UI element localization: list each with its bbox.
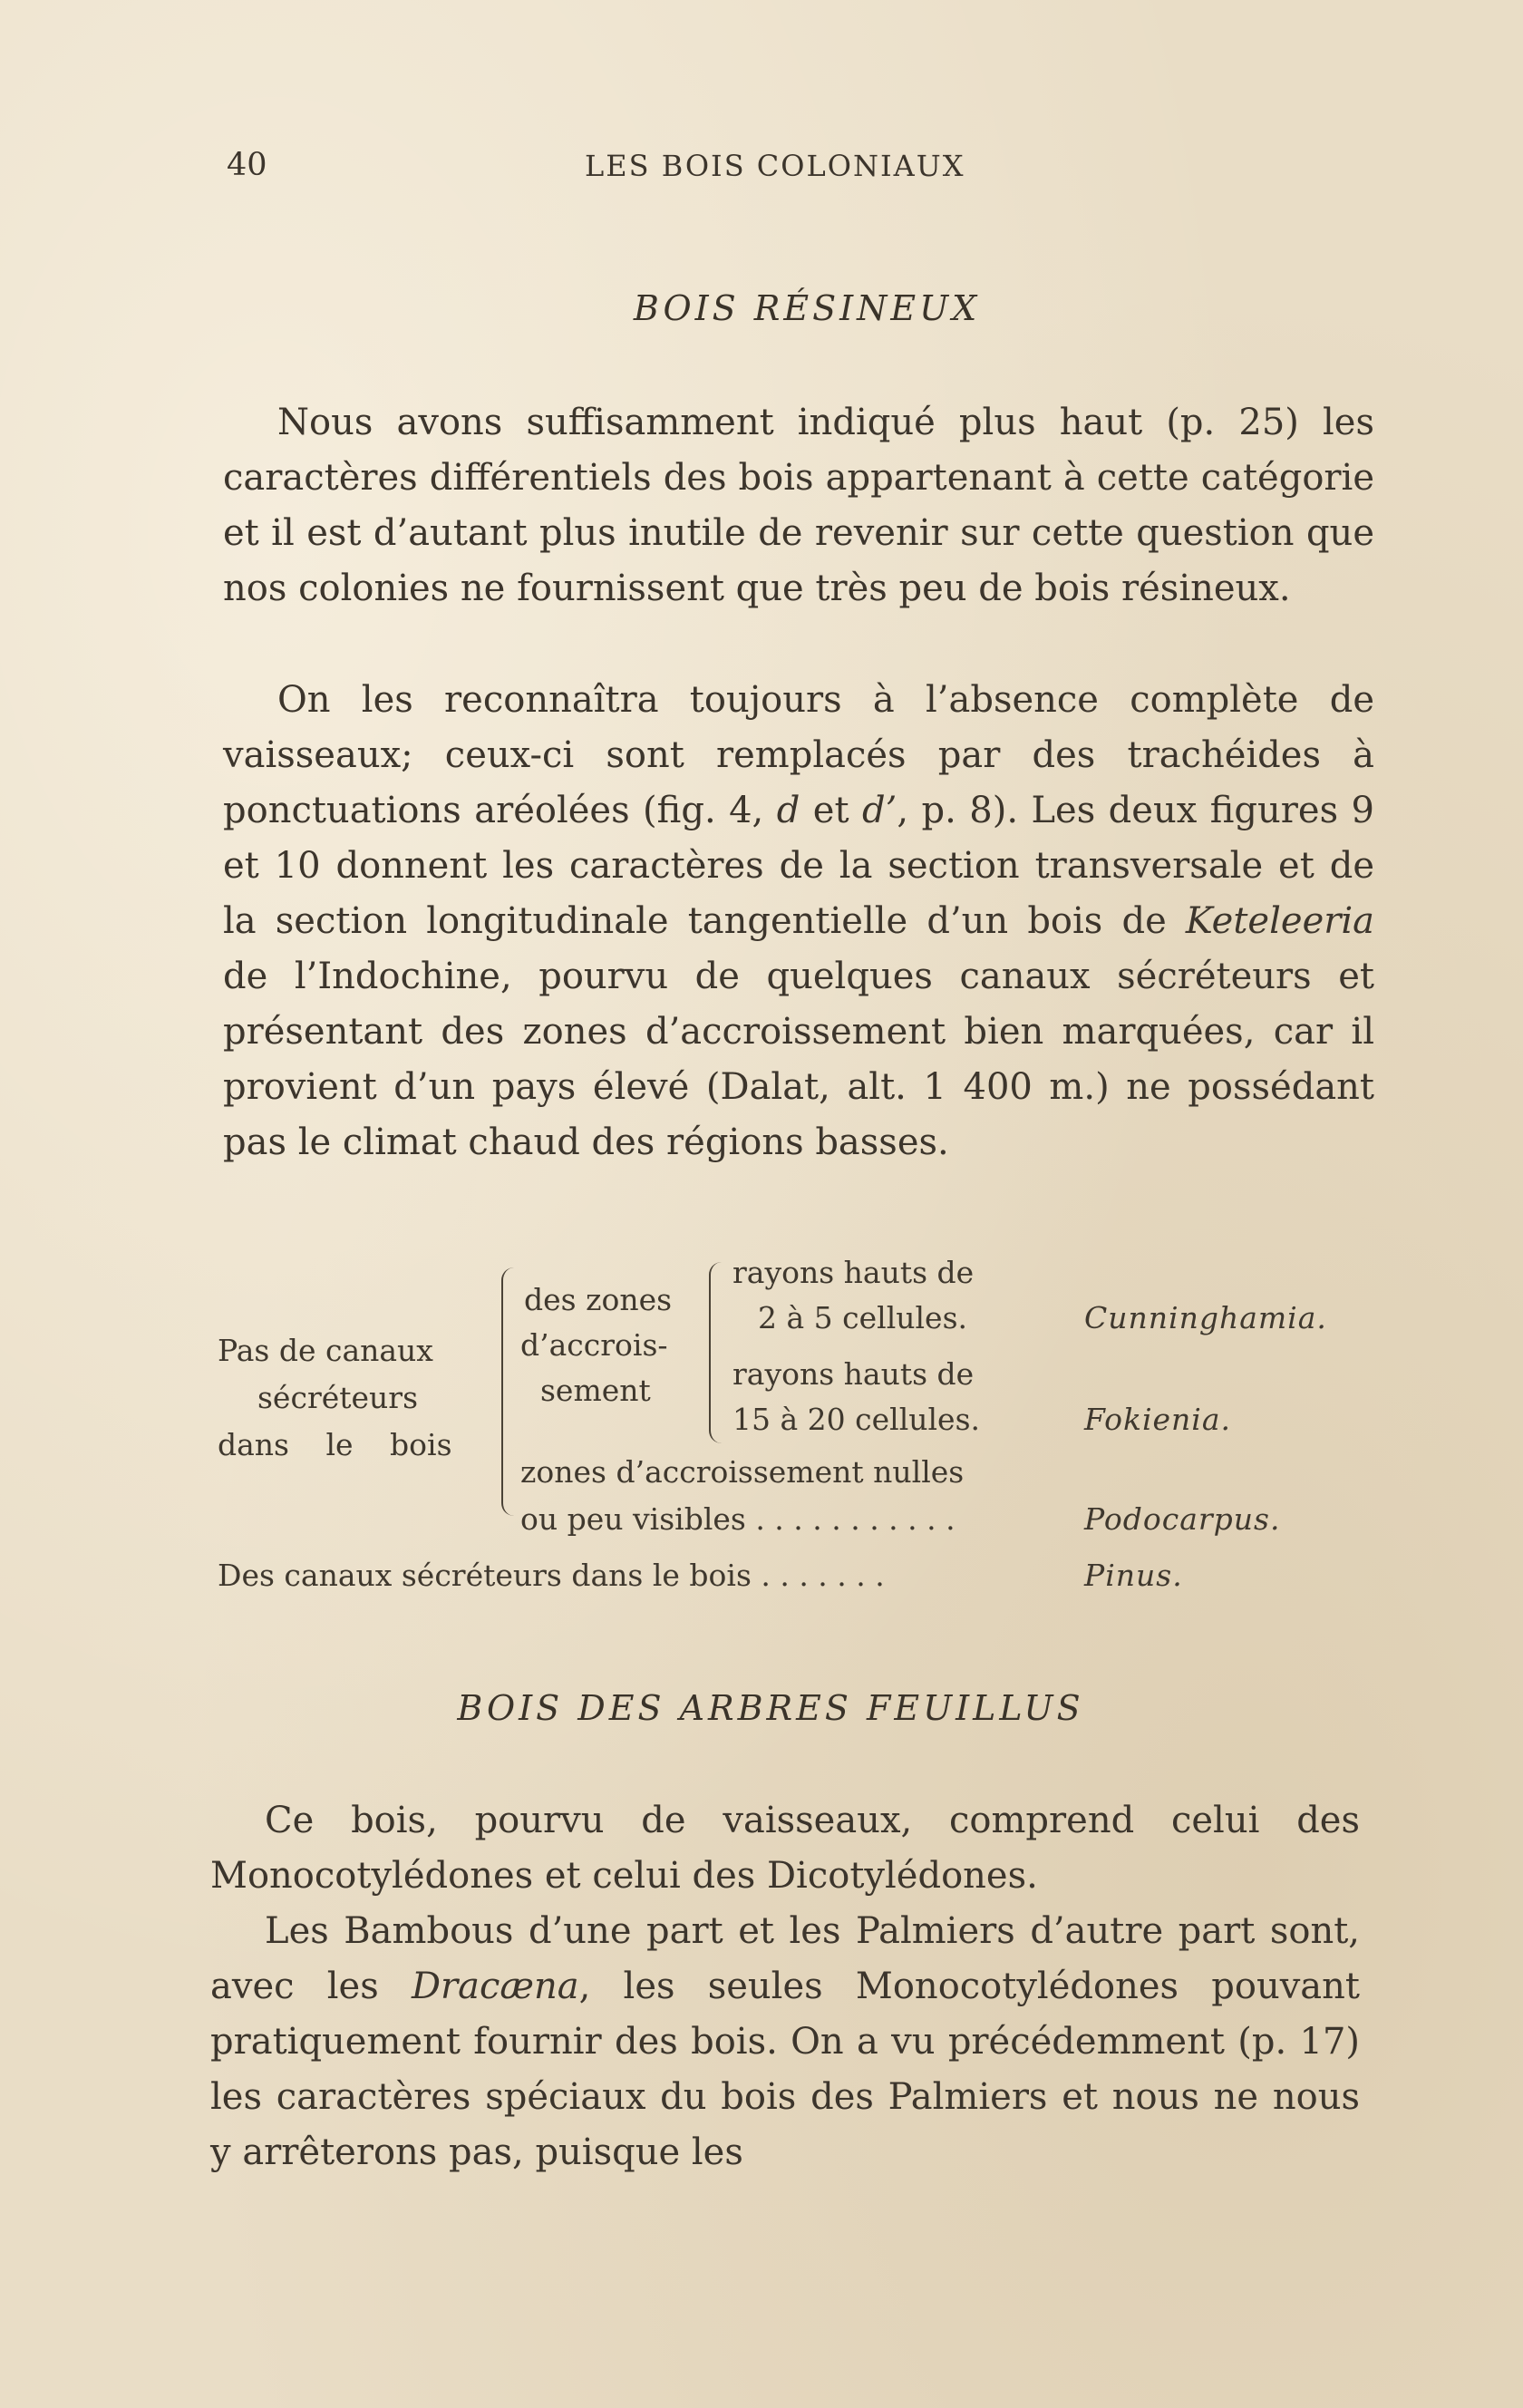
paragraph-text: et	[800, 790, 862, 831]
figure-ref-d: d	[776, 790, 800, 831]
key-brace-rays	[709, 1262, 722, 1443]
key-zones-label: des zones	[524, 1282, 673, 1317]
page-number: 40	[227, 147, 267, 183]
key-zones-label: sement	[540, 1373, 651, 1408]
key-zones-null: ou peu visibles . . . . . . . . . . .	[520, 1501, 956, 1537]
key-genus-pinus: Pinus.	[1084, 1558, 1183, 1593]
paragraph-text: , p. 8). Les deux figures 9 et 10 donnent les caractères de la section transversale et de la section longitudinale tangentielle d’un bois de	[223, 790, 1374, 942]
figure-ref-d-prime: d’	[862, 790, 897, 831]
section-title-resinous: BOIS RÉSINEUX	[633, 288, 981, 328]
key-zones-null: zones d’accroissement nulles	[520, 1454, 965, 1490]
paragraph-text: , les seules Monocotylédones pouvant pratiquement fournir des bois. On a vu précédemment (p. 17) les caractères spéciaux du bois des Palmiers et nous ne nous y arrêterons pas, puisque les	[210, 1966, 1360, 2173]
paragraph-text: Les Bambous d’une part et les Palmiers d’autre part sont, avec les	[210, 1910, 1360, 2007]
genus-name: Keteleeria	[1185, 900, 1374, 942]
key-group-label: dans le bois	[218, 1427, 452, 1462]
paragraph-broadleaf-monocots	[210, 1904, 1360, 2180]
key-genus-fokienia: Fokienia.	[1084, 1402, 1232, 1437]
key-zones-label: d’accrois-	[520, 1327, 668, 1363]
section-title-broadleaf: BOIS DES ARBRES FEUILLUS	[457, 1688, 1084, 1728]
paragraph-text: de l’Indochine, pourvu de quelques canaux sécréteurs et présentant des zones d’accroissement bien marquées, car il provient d’un pays élevé (Dalat, alt. 1 400 m.) ne possédant pas le climat chaud des régions basses.	[223, 956, 1374, 1163]
key-brace-left	[501, 1267, 514, 1516]
key-genus-podocarpus: Podocarpus.	[1084, 1501, 1281, 1537]
running-title: LES BOIS COLONIAUX	[585, 149, 965, 183]
key-canals: Des canaux sécréteurs dans le bois . . . . . . .	[218, 1558, 885, 1593]
paragraph-text: Ce bois, pourvu de vaisseaux, comprend celui des Monocotylédones et celui des Dicotylédones.	[210, 1800, 1360, 1897]
key-rays-b: rayons hauts de	[732, 1356, 975, 1392]
key-group-label: Pas de canaux	[218, 1333, 433, 1368]
paragraph-text: On les reconnaîtra toujours à l’absence complète de vaisseaux; ceux-ci sont remplacés par des trachéides à ponctuations aréolées (fig. 4,	[223, 679, 1374, 831]
key-rays-a: 2 à 5 cellules.	[758, 1300, 968, 1335]
genus-name: Dracæna	[411, 1966, 579, 2007]
key-group-label: sécréteurs	[257, 1380, 419, 1415]
key-rays-a: rayons hauts de	[732, 1255, 975, 1290]
paragraph-text: Nous avons suffisamment indiqué plus haut (p. 25) les caractères différentiels des bois appartenant à cette catégorie et il est d’autant plus inutile de revenir sur cette question que nos colonies ne fournissent que très peu de bois résineux.	[223, 402, 1374, 609]
key-rays-b: 15 à 20 cellules.	[732, 1402, 981, 1437]
paragraph-broadleaf-intro	[210, 1793, 1360, 1904]
key-genus-cunninghamia: Cunninghamia.	[1084, 1300, 1327, 1335]
